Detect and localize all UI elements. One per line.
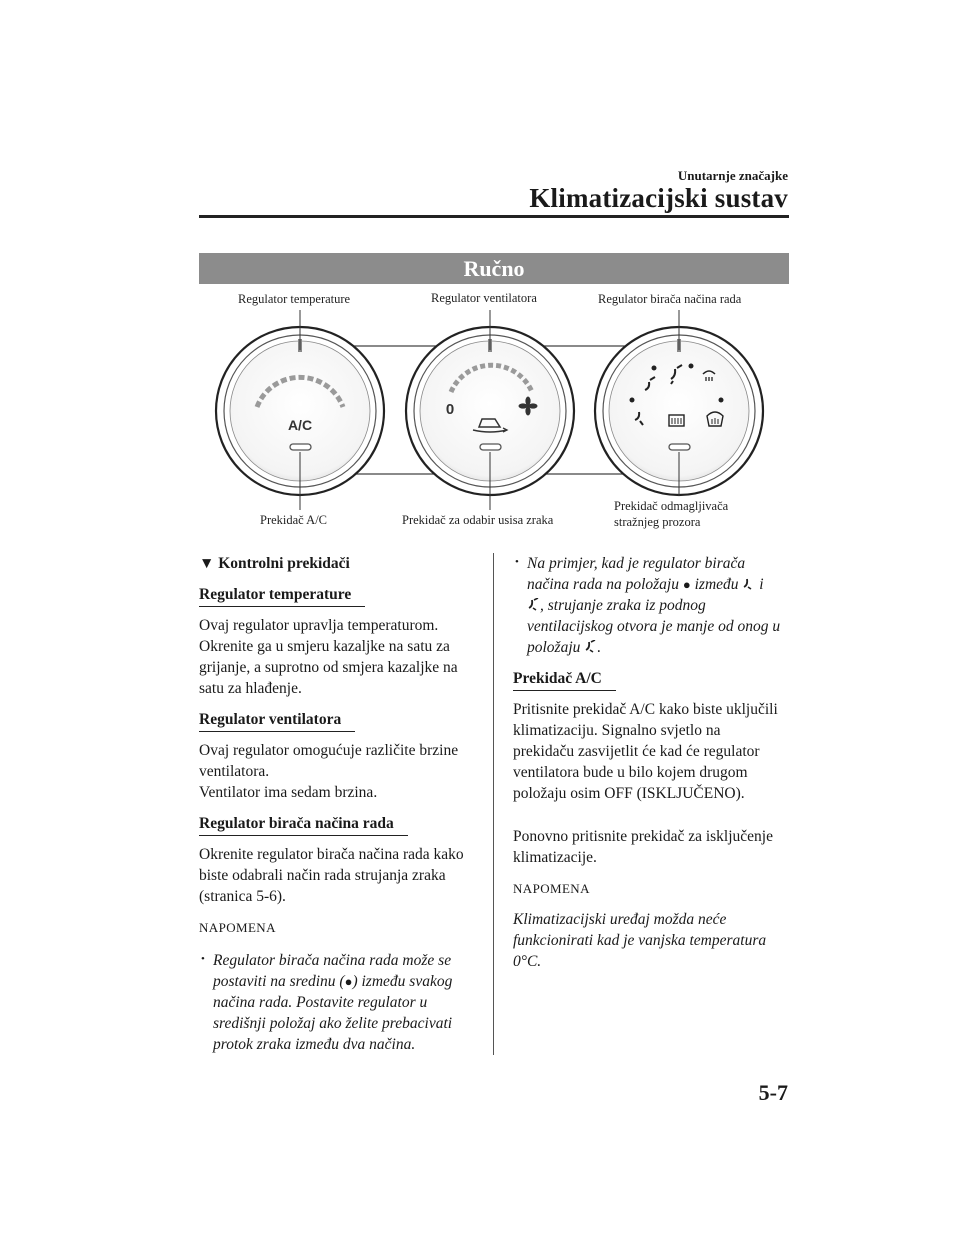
ac-label: A/C bbox=[287, 417, 313, 433]
fan-regulator-title: Regulator ventilatora bbox=[199, 709, 355, 732]
ac-button[interactable] bbox=[290, 444, 311, 450]
example-text-b: između bbox=[690, 576, 743, 593]
note-label: NAPOMENA bbox=[199, 920, 276, 935]
example-text-e: . bbox=[597, 639, 602, 656]
note-text-a: Regulator birača načina rada može se postaviti na sredinu ( bbox=[213, 952, 452, 990]
section-banner: Ručno bbox=[199, 253, 789, 284]
fan-off-label: 0 bbox=[445, 401, 455, 418]
example-text-a: Na primjer, kad je regulator birača načina rada na položaju bbox=[527, 555, 746, 593]
section-subtitle: Unutarnje značajke bbox=[677, 168, 788, 183]
note-body-right: Klimatizacijski uređaj možda neće funkcionirati kad je vanjska temperatura 0°C. bbox=[513, 911, 767, 970]
example-text-c: i bbox=[755, 576, 764, 593]
header-rule bbox=[199, 215, 789, 218]
fan-regulator-body: Ovaj regulator omogućuje različite brzine ventilatora. bbox=[199, 742, 459, 780]
label-rear-defroster-2: stražnjeg prozora bbox=[614, 515, 701, 529]
label-mode-regulator: Regulator birača načina rada bbox=[598, 292, 742, 306]
label-rear-defroster-1: Prekidač odmagljivača bbox=[614, 499, 729, 513]
fan-speeds-body: Ventilator ima sedam brzina. bbox=[199, 784, 378, 801]
floor-mode-icon bbox=[742, 577, 755, 590]
mode-regulator-title: Regulator birača načina rada bbox=[199, 813, 408, 836]
label-ac-switch: Prekidač A/C bbox=[260, 513, 328, 527]
note-text-b: ) između svakog načina rada. Postavite regulator u središnji položaj ako želite prebacivati protok zraka između dva načina. bbox=[213, 973, 453, 1053]
label-intake-switch: Prekidač za odabir usisa zraka bbox=[402, 513, 554, 527]
left-column bbox=[199, 553, 469, 1065]
controls-heading: ▼ Kontrolni prekidači bbox=[199, 555, 350, 572]
temperature-regulator-title: Regulator temperature bbox=[199, 584, 365, 607]
mode-regulator-body: Okrenite regulator birača načina rada kako biste odabrali način rada strujanja zraka (stranica 5-6). bbox=[199, 846, 464, 905]
right-column bbox=[513, 553, 783, 982]
label-fan-regulator: Regulator ventilatora bbox=[431, 291, 537, 305]
note-label-right: NAPOMENA bbox=[513, 881, 590, 896]
temperature-regulator-body: Ovaj regulator upravlja temperaturom. Okrenite ga u smjeru kazaljke na satu za grijanje, a suprotno od smjera kazaljke na satu za hlađenje. bbox=[199, 617, 458, 697]
label-temperature-regulator: Regulator temperature bbox=[238, 292, 351, 306]
floor-defrost-mode-icon bbox=[527, 598, 540, 611]
page-title: Klimatizacijski sustav bbox=[529, 183, 788, 213]
example-bullet bbox=[513, 553, 783, 658]
page-number: 5-7 bbox=[758, 1080, 788, 1105]
ac-switch-title: Prekidač A/C bbox=[513, 668, 616, 691]
column-divider bbox=[493, 553, 494, 1055]
note-bullet bbox=[199, 950, 469, 1055]
ac-switch-off-body: Ponovno pritisnite prekidač za isključenje klimatizacije. bbox=[513, 828, 773, 866]
example-text-d: , strujanje zraka iz podnog ventilacijskog otvora je manje od onog u položaju bbox=[527, 597, 781, 656]
rear-defroster-button[interactable] bbox=[669, 444, 690, 450]
floor-defrost-mode-icon bbox=[584, 640, 597, 653]
center-dot-icon: ● bbox=[344, 974, 353, 989]
ac-switch-body: Pritisnite prekidač A/C kako biste uključili klimatizaciju. Signalno svjetlo na prekidaču zasvijetlit će kad će regulator ventilatora bude u bilo kojem drugom položaju osim OFF (ISKLJUČENO). bbox=[513, 701, 778, 802]
center-dot-icon: ● bbox=[682, 577, 691, 592]
climate-panel-illustration bbox=[199, 284, 789, 534]
intake-button[interactable] bbox=[480, 444, 501, 450]
